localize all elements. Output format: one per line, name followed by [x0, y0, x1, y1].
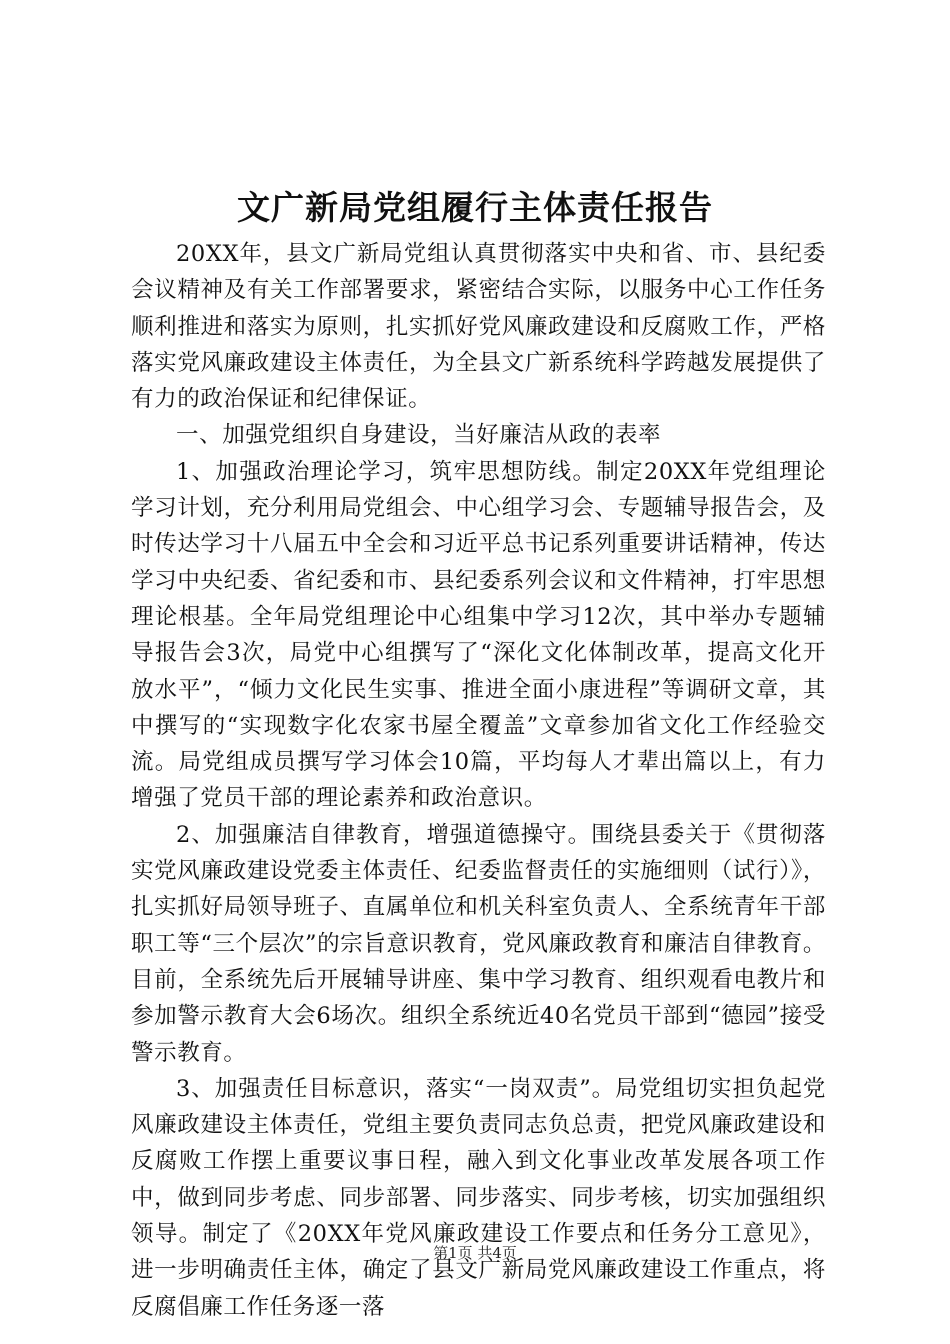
document-title: 文广新局党组履行主体责任报告: [237, 188, 713, 227]
document-body: [131, 236, 826, 1325]
page-number-footer: 第1页 共4页: [433, 1244, 517, 1262]
section-heading: 一、加强党组织自身建设，当好廉洁从政的表率: [176, 422, 662, 449]
paragraph-item-1: 1、加强政治理论学习，筑牢思想防线。制定20XX年党组理论学习计划，充分利用局党组会、中心组学习会、专题辅导报告会，及时传达学习十八届五中全会和习近平总书记系列重要讲话精神，传达学习中央纪委、省纪委和市、县纪委系列会议和文件精神，打牢思想理论根基。全年局党组理论中心组集中学习12次，其中举办专题辅导报告会3次，局党中心组撰写了“深化文化体制改革，提高文化开放水平”，“倾力文化民生实事、推进全面小康进程”等调研文章，其中撰写的“实现数字化农家书屋全覆盖”文章参加省文化工作经验交流。局党组成员撰写学习体会10篇，平均每人才辈出篇以上，有力增强了党员干部的理论素养和政治意识。: [131, 458, 826, 812]
paragraph-intro: 20XX年，县文广新局党组认真贯彻落实中央和省、市、县纪委会议精神及有关工作部署要求，紧密结合实际，以服务中心工作任务顺利推进和落实为原则，扎实抓好党风廉政建设和反腐败工作，严格落实党风廉政建设主体责任，为全县文广新系统科学跨越发展提供了有力的政治保证和纪律保证。: [131, 241, 826, 413]
paragraph-item-3: 3、加强责任目标意识，落实“一岗双责”。局党组切实担负起党风廉政建设主体责任，党组主要负责同志负总责，把党风廉政建设和反腐败工作摆上重要议事日程，融入到文化事业改革发展各项工作中，做到同步考虑、同步部署、同步落实、同步考核，切实加强组织领导。制定了《20XX年党风廉政建设工作要点和任务分工意见》，进一步明确责任主体，确定了县文广新局党风廉政建设工作重点，将反腐倡廉工作任务逐一落: [131, 1075, 826, 1320]
paragraph-item-2: 2、加强廉洁自律教育，增强道德操守。围绕县委关于《贯彻落实党风廉政建设党委主体责任、纪委监督责任的实施细则（试行）》，扎实抓好局领导班子、直属单位和机关科室负责人、全系统青年干部职工等“三个层次”的宗旨意识教育，党风廉政教育和廉洁自律教育。目前，全系统先后开展辅导讲座、集中学习教育、组织观看电教片和参加警示教育大会6场次。组织全系统近40名党员干部到“德园”接受警示教育。: [131, 821, 826, 1066]
